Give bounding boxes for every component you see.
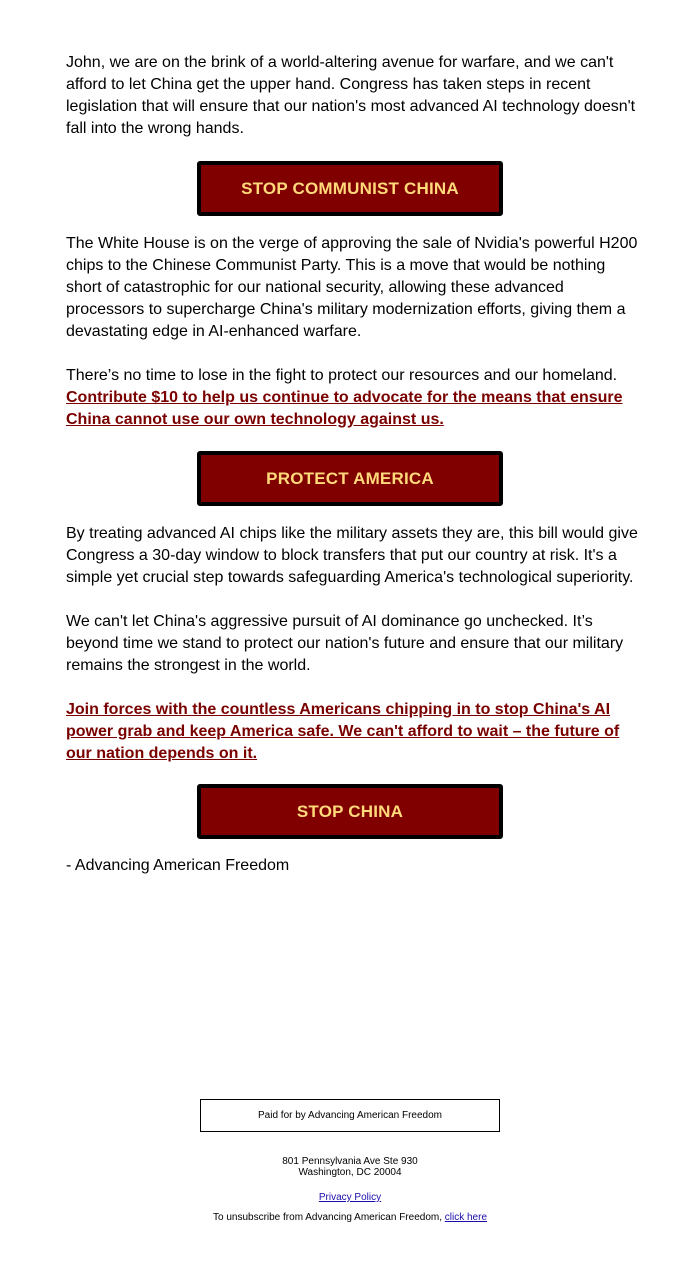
stop-china-button[interactable]: STOP CHINA xyxy=(197,784,503,839)
signature: - Advancing American Freedom xyxy=(66,857,290,874)
address-line-1: 801 Pennsylvania Ave Ste 930 xyxy=(282,1156,418,1167)
address-block xyxy=(0,1156,700,1178)
contribute-link[interactable]: Contribute $10 to help us continue to advocate for the means that ensure China cannot use our own technology against us. xyxy=(66,389,623,428)
cta-wrapper-1 xyxy=(66,161,634,216)
email-body xyxy=(66,52,641,877)
cta-wrapper-3 xyxy=(66,784,634,839)
privacy-policy-link[interactable]: Privacy Policy xyxy=(318,1192,382,1203)
dominance-paragraph: We can't let China's aggressive pursuit of AI dominance go unchecked. It’s beyond time we stand to protect our nation's future and ensure that our military remains the strongest in the world. xyxy=(66,613,624,674)
bill-paragraph: By treating advanced AI chips like the military assets they are, this bill would give Congress a 30-day window to block transfers that put our country at risk. It's a simple yet crucial step towards safeguarding America's technological superiority. xyxy=(66,525,638,586)
protect-america-button[interactable]: PROTECT AMERICA xyxy=(197,451,503,506)
join-forces-link[interactable]: Join forces with the countless Americans chipping in to stop China's AI power grab and keep America safe. We can't afford to wait – the future of our nation depends on it. xyxy=(66,701,620,762)
paid-for-box xyxy=(200,1099,500,1132)
unsubscribe-text: To unsubscribe from Advancing American Freedom, xyxy=(212,1212,442,1223)
stop-communist-china-button[interactable]: STOP COMMUNIST CHINA xyxy=(197,161,503,216)
no-time-text: There’s no time to lose in the fight to protect our resources and our homeland. xyxy=(66,367,618,384)
unsubscribe-row xyxy=(0,1212,700,1223)
email-footer xyxy=(0,1099,700,1223)
intro-paragraph: John, we are on the brink of a world-altering avenue for warfare, and we can't afford to let China get the upper hand. Congress has taken steps in recent legislation that will ensure that our nation's most advanced AI technology doesn't fall into the wrong hands. xyxy=(66,54,636,137)
address-line-2: Washington, DC 20004 xyxy=(298,1167,402,1178)
join-forces-paragraph xyxy=(66,699,641,765)
unsubscribe-link[interactable]: click here xyxy=(444,1212,488,1223)
privacy-row xyxy=(0,1192,700,1203)
paid-for-text: Paid for by Advancing American Freedom xyxy=(258,1110,442,1121)
white-house-paragraph: The White House is on the verge of approving the sale of Nvidia's powerful H200 chips to the Chinese Communist Party. This is a move that would be nothing short of catastrophic for our national security, allowing these advanced processors to supercharge China's military modernization efforts, giving them a devastating edge in AI-enhanced warfare. xyxy=(66,235,638,340)
no-time-paragraph xyxy=(66,365,641,431)
cta-wrapper-2 xyxy=(66,451,634,506)
